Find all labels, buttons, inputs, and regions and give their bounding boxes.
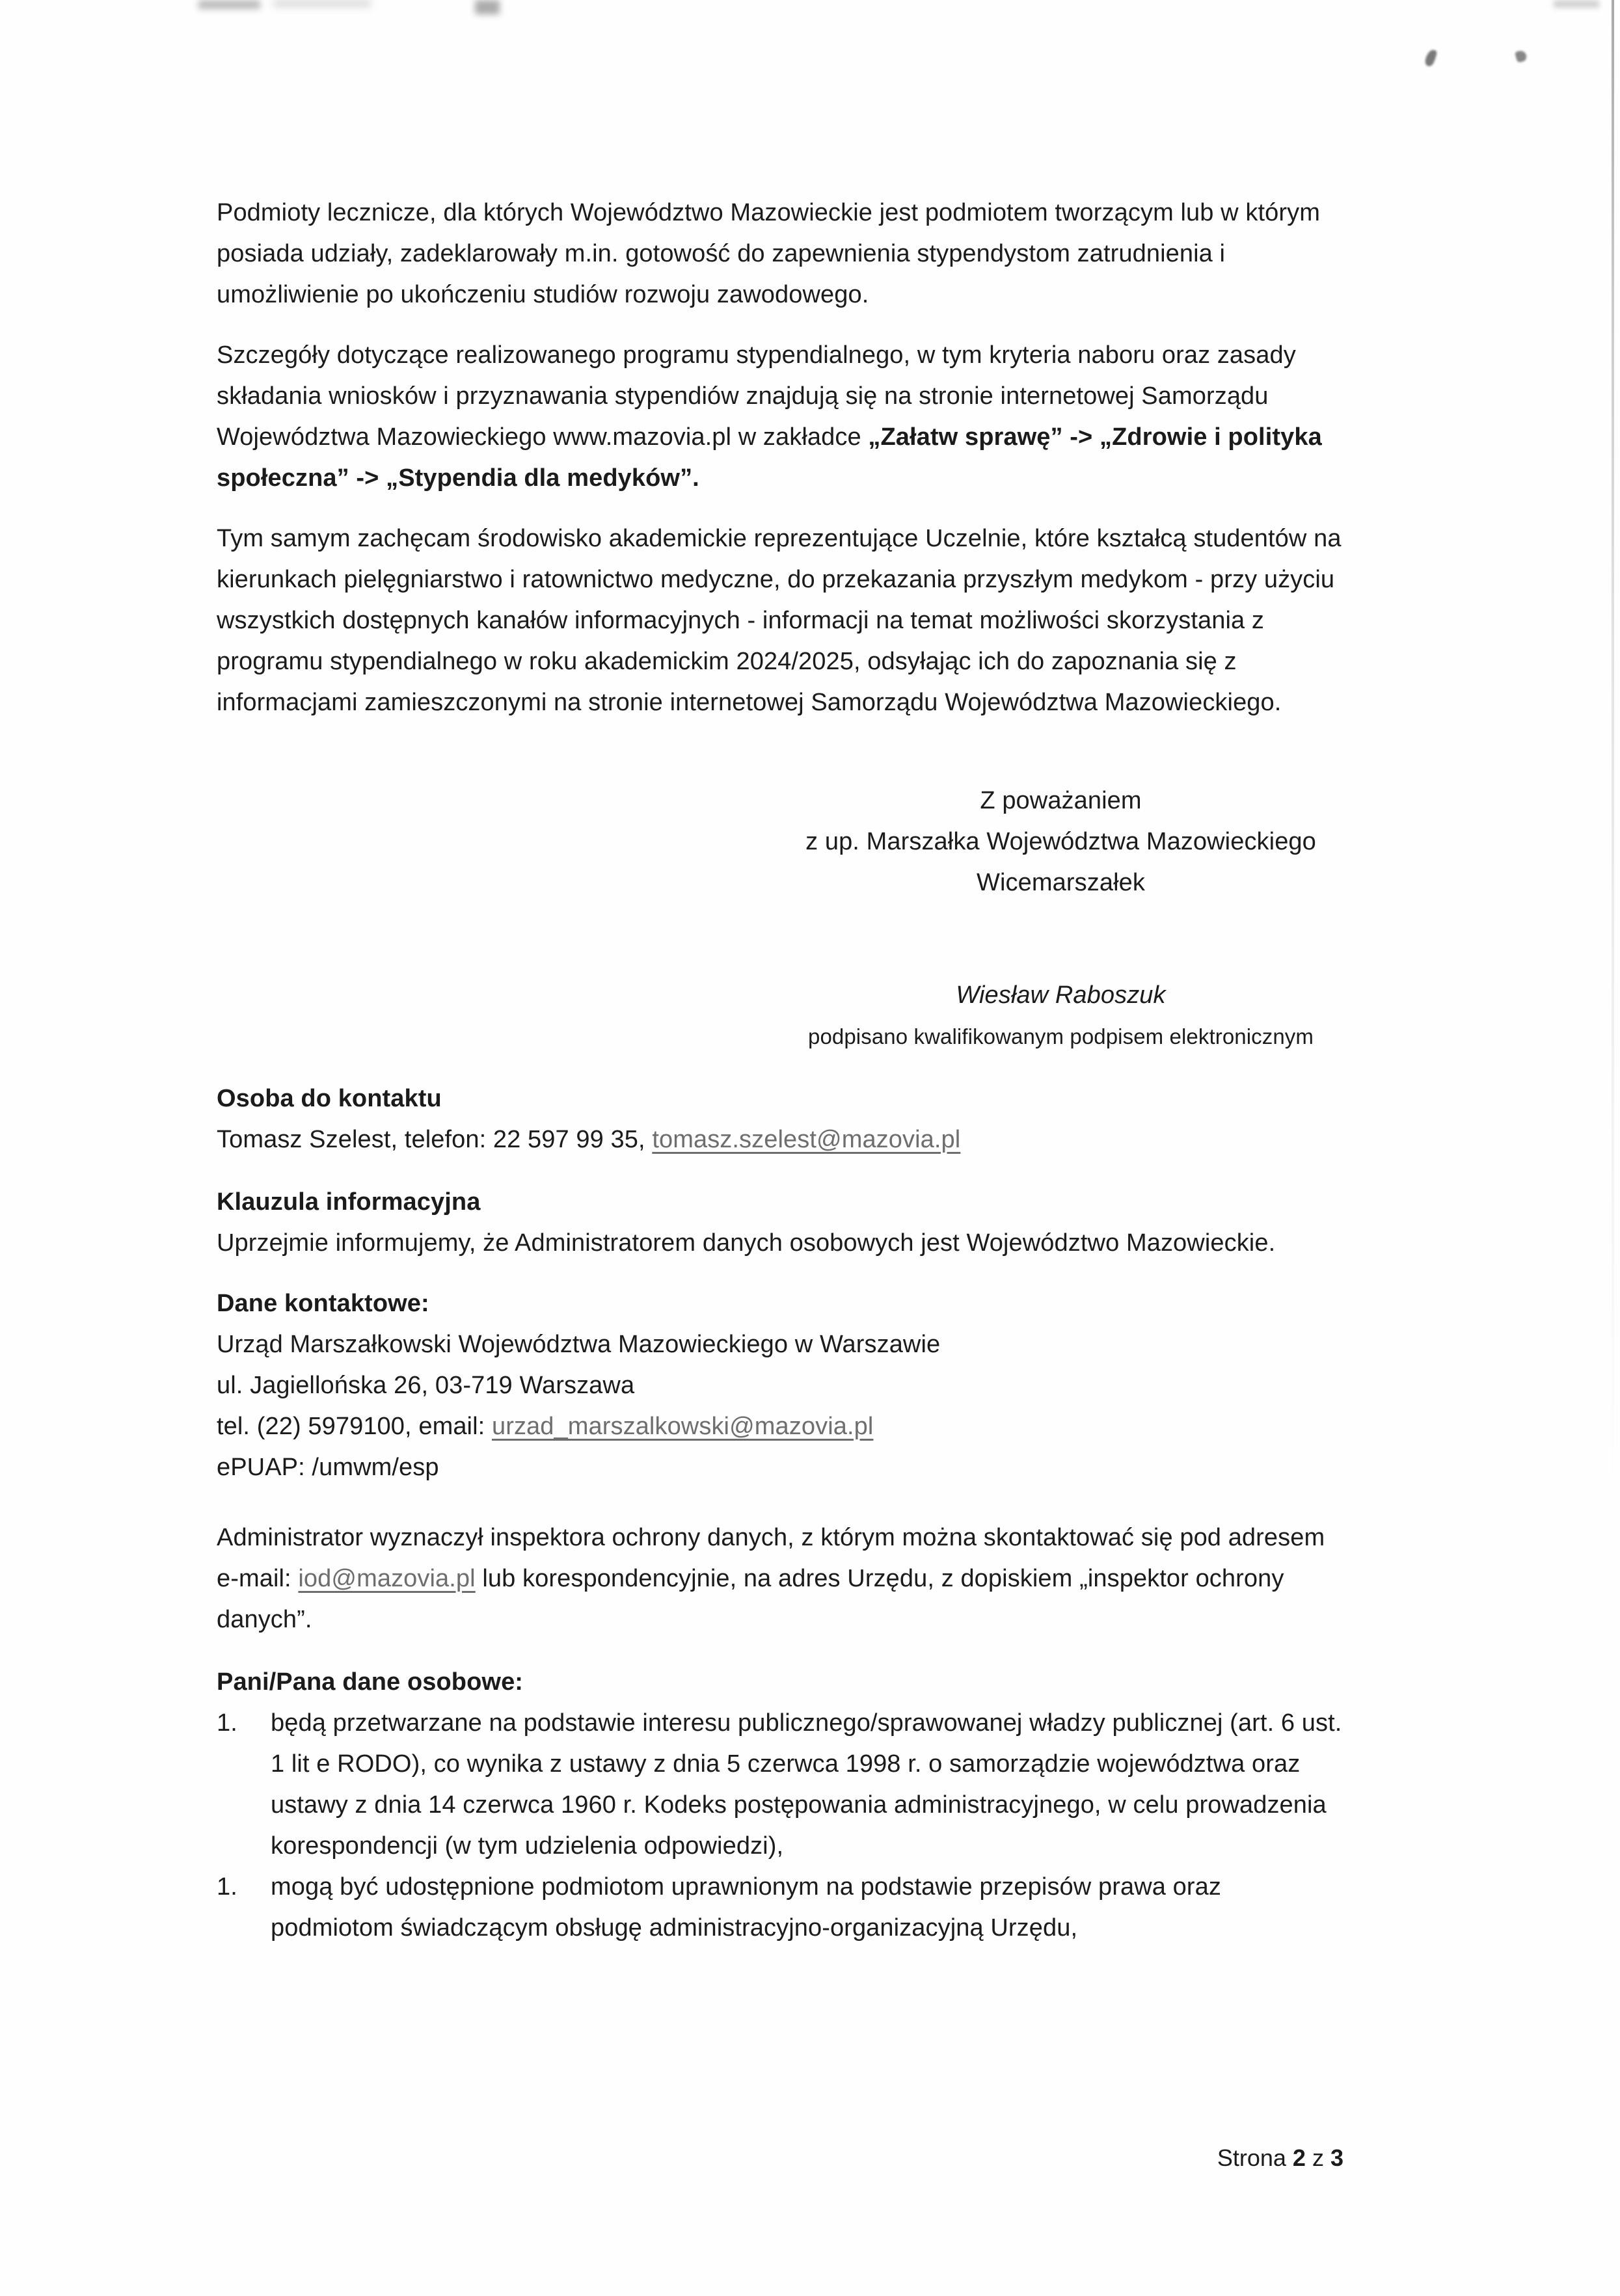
footer-of-word: z bbox=[1312, 2144, 1324, 2171]
office-email-link[interactable]: urzad_marszalkowski@mazovia.pl bbox=[491, 1413, 874, 1440]
personal-data-section bbox=[217, 1662, 1345, 1949]
list-item-number: 1. bbox=[217, 1873, 237, 1901]
scan-artifact-edge-line bbox=[1612, 0, 1614, 1496]
scan-artifact-corner-smudge bbox=[1554, 0, 1599, 8]
list-item bbox=[217, 1867, 1345, 1949]
office-phone-email-line bbox=[217, 1406, 1345, 1447]
contact-details-section bbox=[217, 1283, 1345, 1488]
footer-total-pages: 3 bbox=[1330, 2144, 1343, 2171]
paragraph-intro: Podmioty lecznicze, dla których Województwo Mazowieckie jest podmiotem tworzącym lub w którym posiada udziały, zadeklarowały m.in. gotowość do zapewnienia stypendystom zatrudnienia i umożliwienie po ukończeniu studiów rozwoju zawodowego. bbox=[217, 199, 1320, 308]
dpo-paragraph bbox=[217, 1517, 1345, 1640]
signer-name: Wiesław Raboszuk bbox=[956, 981, 1166, 1009]
info-clause-section bbox=[217, 1182, 1345, 1264]
contact-person-line bbox=[217, 1119, 1345, 1160]
list-item-text: mogą być udostępnione podmiotom uprawnionym na podstawie przepisów prawa oraz podmiotom świadczącym obsługę administracyjno-organizacyjną Urzędu, bbox=[271, 1873, 1221, 1942]
closing-block bbox=[776, 781, 1345, 903]
office-phone-text: tel. (22) 5979100, email: bbox=[217, 1413, 492, 1440]
scan-artifact-speck bbox=[1424, 48, 1437, 67]
contact-person-email-link[interactable]: tomasz.szelest@mazovia.pl bbox=[652, 1126, 961, 1153]
paragraph-program-details bbox=[217, 335, 1345, 499]
paragraph-encouragement: Tym samym zachęcam środowisko akademickie reprezentujące Uczelnie, które kształcą studentów na kierunkach pielęgniarstwo i ratownictwo medyczne, do przekazania przyszłym medykom - przy użyciu wszystkich dostępnych kanałów informacyjnych - informacji na temat możliwości skorzystania z programu stypendialnego w roku akademickim 2024/2025, odsyłając ich do zapoznania się z informacjami zamieszczonymi na stronie internetowej Samorządu Województwa Mazowieckiego. bbox=[217, 525, 1342, 716]
contact-details-heading: Dane kontaktowe: bbox=[217, 1290, 429, 1317]
scan-artifact-top-smudge bbox=[273, 0, 371, 7]
website-path-bold-text: „Załatw sprawę” -> „Zdrowie i polityka społeczna” -> „Stypendia dla medyków”. bbox=[217, 423, 1322, 492]
paragraph-program-details-text: Szczegóły dotyczące realizowanego programu stypendialnego, w tym kryteria naboru oraz zasady składania wniosków i przyznawania stypendiów znajdują się na stronie internetowej Samorządu Województwa Mazowieckiego www.mazovia.pl w zakładce bbox=[217, 341, 1296, 451]
scan-artifact-speck bbox=[1515, 49, 1528, 63]
scan-artifact-top-smudge bbox=[198, 0, 260, 9]
closing-title: Wicemarszałek bbox=[977, 869, 1145, 896]
electronic-signature-note: podpisano kwalifikowanym podpisem elektronicznym bbox=[808, 1024, 1314, 1048]
closing-salutation: Z poważaniem bbox=[980, 787, 1142, 814]
footer-page-word: Strona bbox=[1217, 2144, 1286, 2171]
dpo-text-after: lub korespondencyjnie, na adres Urzędu, z dopiskiem „inspektor ochrony danych”. bbox=[217, 1565, 1284, 1633]
contact-person-section bbox=[217, 1078, 1345, 1160]
office-epuap-line: ePUAP: /umwm/esp bbox=[217, 1454, 439, 1481]
info-clause-text: Uprzejmie informujemy, że Administratorem danych osobowych jest Województwo Mazowieckie. bbox=[217, 1229, 1276, 1257]
office-name-line: Urząd Marszałkowski Województwa Mazowieckiego w Warszawie bbox=[217, 1331, 941, 1358]
letter-body bbox=[217, 193, 1345, 1949]
list-item bbox=[217, 1703, 1345, 1867]
contact-person-text: Tomasz Szelest, telefon: 22 597 99 35, bbox=[217, 1126, 653, 1153]
page-number-footer bbox=[1217, 2144, 1343, 2172]
list-item-text: będą przetwarzane na podstawie interesu publicznego/sprawowanej władzy publicznej (art. 6 ust. 1 lit e RODO), co wynika z ustawy z dnia 5 czerwca 1998 r. o samorządzie województwa oraz ustawy z dnia 14 czerwca 1960 r. Kodeks postępowania administracyjnego, w celu prowadzenia korespondencji (w tym udzielenia odpowiedzi), bbox=[271, 1709, 1342, 1860]
personal-data-list bbox=[217, 1703, 1345, 1949]
office-address-line: ul. Jagiellońska 26, 03-719 Warszawa bbox=[217, 1372, 635, 1399]
dpo-email-link[interactable]: iod@mazovia.pl bbox=[298, 1565, 476, 1592]
closing-authority: z up. Marszałka Województwa Mazowieckiego bbox=[805, 828, 1316, 855]
personal-data-heading: Pani/Pana dane osobowe: bbox=[217, 1668, 524, 1696]
signature-block bbox=[776, 975, 1345, 1057]
footer-page-number: 2 bbox=[1292, 2144, 1306, 2171]
info-clause-heading: Klauzula informacyjna bbox=[217, 1188, 481, 1216]
scan-artifact-top-smudge bbox=[475, 0, 500, 14]
list-item-number: 1. bbox=[217, 1709, 237, 1737]
contact-person-heading: Osoba do kontaktu bbox=[217, 1085, 442, 1112]
dpo-text-before: Administrator wyznaczył inspektora ochrony danych, z którym można skontaktować się pod adresem e-mail: bbox=[217, 1524, 1325, 1592]
